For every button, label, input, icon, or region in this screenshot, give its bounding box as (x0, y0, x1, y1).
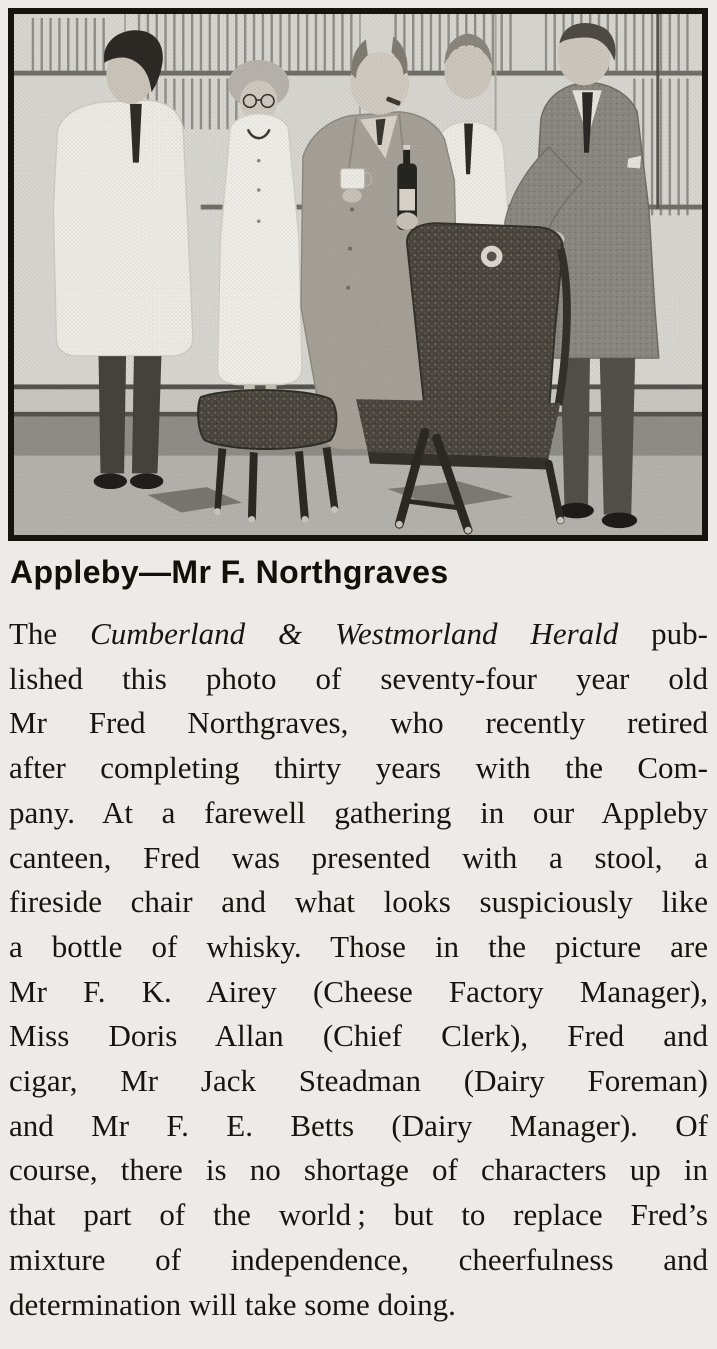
publication-name: Cumberland & Westmorland Herald (90, 616, 619, 651)
text-line: after completing thirty years with the Com- (9, 750, 708, 786)
halftone-texture (14, 14, 702, 535)
text-line: that part of the world ; but to replace Fred’s (9, 1197, 708, 1233)
text-line: course, there is no shortage of characters up in (9, 1152, 708, 1188)
text-line: determination will take some doing. (9, 1286, 456, 1322)
text-line: Mr F. K. Airey (Cheese Factory Manager), (9, 973, 708, 1009)
line1-post: pub- (618, 616, 708, 651)
article-heading: Appleby—Mr F. Northgraves (10, 554, 449, 590)
text-line: mixture of independence, cheerfulness and (9, 1241, 708, 1277)
photograph-frame (8, 8, 708, 541)
text-line: Miss Doris Allan (Chief Clerk), Fred and (9, 1018, 708, 1054)
article-body (9, 612, 708, 1327)
text-line: a bottle of whisky. Those in the picture are (9, 928, 708, 964)
line1-pre: The (9, 616, 91, 651)
text-line: pany. At a farewell gathering in our Appleby (9, 794, 708, 830)
text-line: Mr Fred Northgraves, who recently retired (9, 705, 708, 741)
text-line: and Mr F. E. Betts (Dairy Manager). Of (9, 1107, 708, 1143)
text-line: cigar, Mr Jack Steadman (Dairy Foreman) (9, 1063, 708, 1099)
text-line (9, 612, 708, 657)
text-line: canteen, Fred was presented with a stool, a (9, 839, 708, 875)
photo-canvas (14, 14, 702, 535)
text-line: fireside chair and what looks suspiciously like (9, 884, 708, 920)
text-line: lished this photo of seventy-four year old (9, 660, 708, 696)
